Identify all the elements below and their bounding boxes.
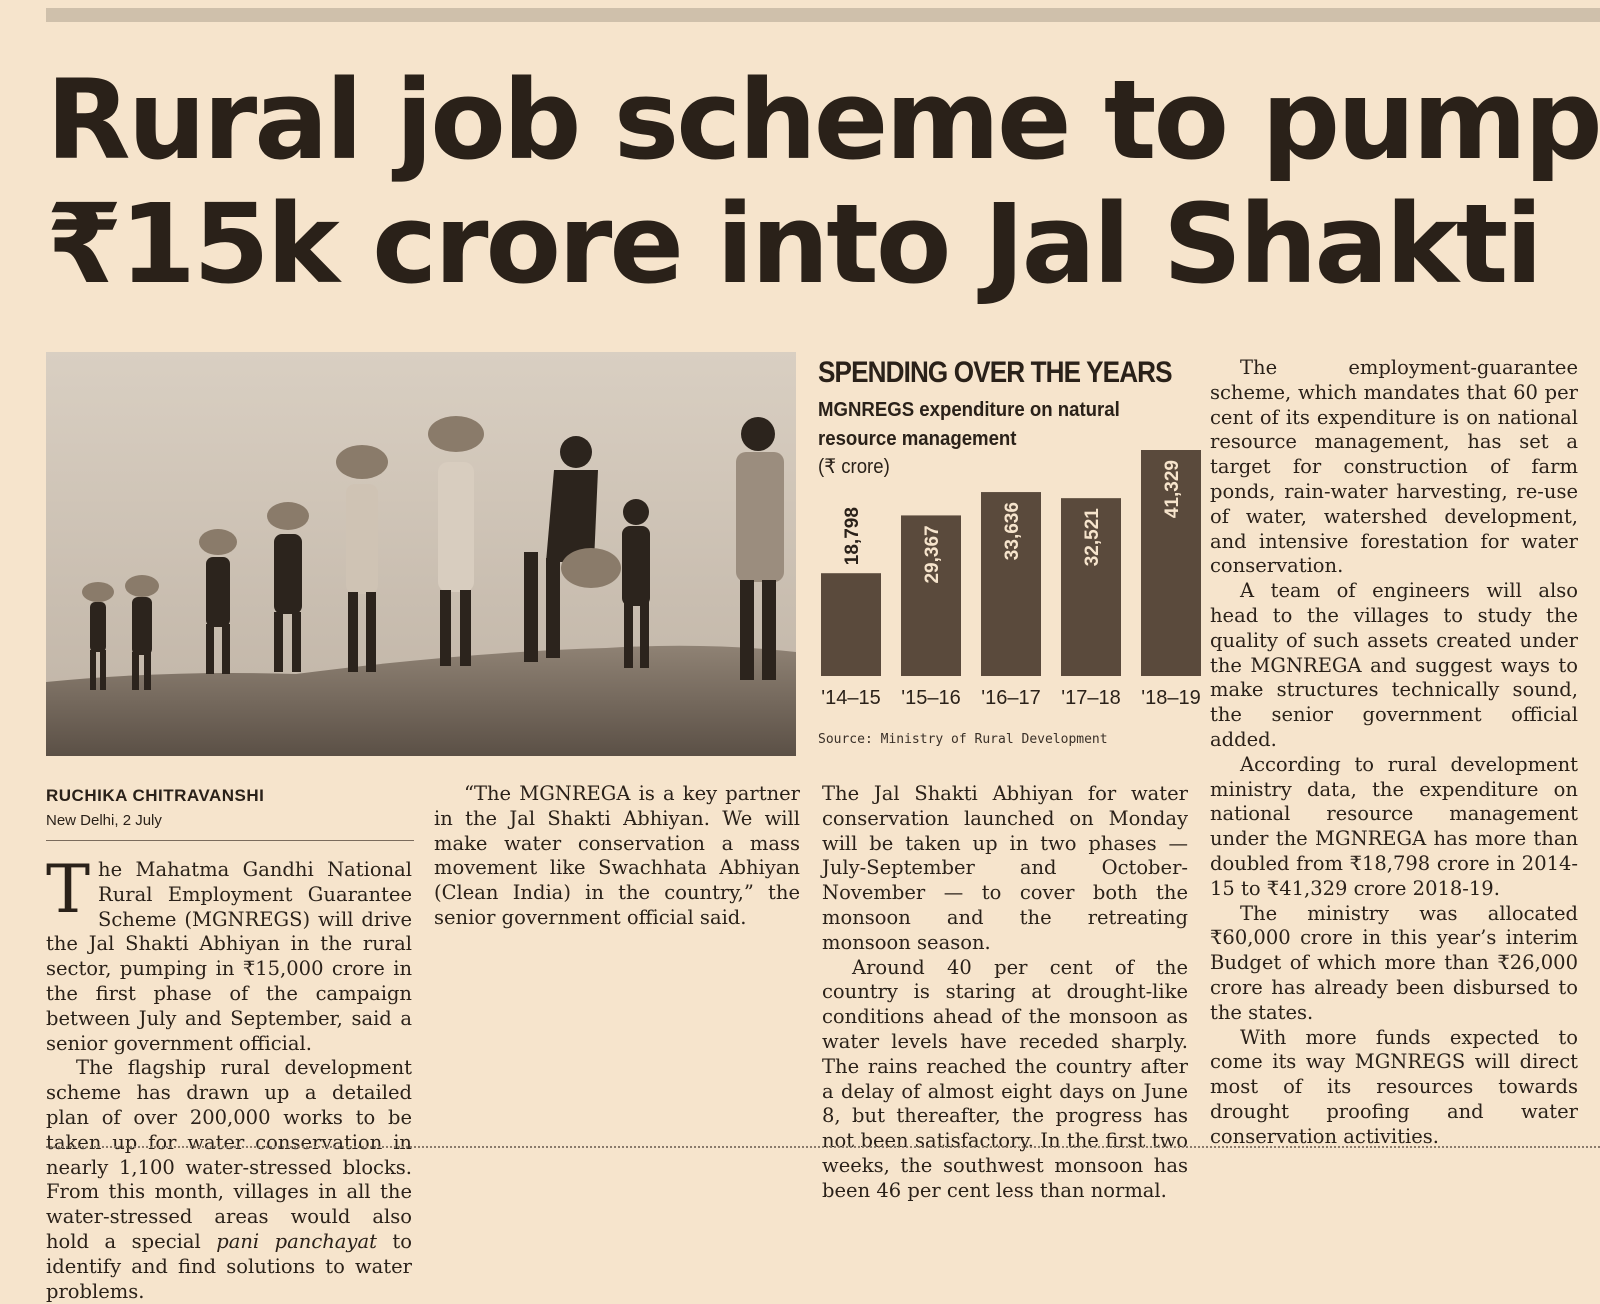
headline <box>46 56 1600 308</box>
bar-value-label: 32,521 <box>1082 508 1103 567</box>
headline-line-1: Rural job scheme to pump <box>46 56 1600 184</box>
category-label: '17–18 <box>1061 687 1121 709</box>
chart-source: Source: Ministry of Rural Development <box>818 732 1108 747</box>
paragraph-2: The flagship rural development scheme has drawn up a detailed plan of over 200,000 works to be taken up for water conservation in nearly 1,100 water-stressed blocks. From this month, villages in all the water-stressed areas would also hold a special pani panchayat to identify and find solutions to water problems. <box>46 1056 412 1303</box>
paragraph-10: With more funds expected to come its way MGNREGS will direct most of its resources towards drought proofing and water conservation activities. <box>1210 1025 1578 1148</box>
bottom-rule <box>46 1146 1600 1148</box>
bar-value-label: 18,798 <box>842 507 863 566</box>
chart-title: SPENDING OVER THE YEARS <box>818 356 1172 389</box>
paragraph-5: Around 40 per cent of the country is staring at drought-like conditions ahead of the monsoon as water levels have receded sharply. The rains reached the country after a delay of almost eight days on June 8, but thereafter, the progress has not been satisfactory. In the first two weeks, the southwest monsoon has been 46 per cent less than normal. <box>822 955 1188 1202</box>
paragraph-7: A team of engineers will also head to the villages to study the quality of such assets created under the MGNREGA and suggest ways to make structures technically sound, the senior government official added. <box>1210 579 1578 751</box>
paragraph-9: The ministry was allocated ₹60,000 crore in this year’s interim Budget of which more than ₹26,000 crore has already been disbursed to the states. <box>1210 901 1578 1024</box>
headline-line-2: ₹15k crore into Jal Shakti <box>46 180 1541 308</box>
paragraph-8: According to rural development ministry data, the expenditure on national resource management under the MGNREGA has more than doubled from ₹18,798 crore in 2014-15 to ₹41,329 crore 2018-19. <box>1210 752 1578 900</box>
byline <box>46 786 264 829</box>
bar-value-label: 33,636 <box>1002 502 1023 561</box>
drop-cap: T <box>46 851 91 928</box>
article-column-2 <box>434 782 800 931</box>
dateline: New Delhi, 2 July <box>46 812 162 829</box>
byline-rule <box>46 840 414 841</box>
paragraph-4: The Jal Shakti Abhiyan for water conservation launched on Monday will be taken up in two phases — July-September and October-November — to cover both the monsoon and the retreating monsoon season. <box>822 782 1188 954</box>
article-column-1 <box>46 851 412 1304</box>
category-label: '15–16 <box>901 687 961 709</box>
category-label: '18–19 <box>1141 687 1201 709</box>
article-column-4 <box>1210 356 1578 1150</box>
category-label: '16–17 <box>981 687 1041 709</box>
paragraph-1: The Mahatma Gandhi National Rural Employment Guarantee Scheme (MGNREGS) will drive the Jal Shakti Abhiyan in the rural sector, pumping in ₹15,000 crore in the first phase of the campaign between July and September, said a senior government official. <box>46 851 412 1055</box>
bar-chart <box>818 352 1201 727</box>
category-label: '14–15 <box>821 687 881 709</box>
bar-value-label: 41,329 <box>1162 460 1183 519</box>
bar-1415 <box>821 573 881 676</box>
bar-value-label: 29,367 <box>922 525 943 584</box>
paragraph-6: The employment-guarantee scheme, which mandates that 60 per cent of its expenditure is on national resource management, has set a target for construction of farm ponds, rain-water harvesting, re-use of water, watershed development, and intensive forestation for water conservation. <box>1210 356 1578 578</box>
chart-unit: (₹ crore) <box>818 456 890 478</box>
italic-term: pani panchayat <box>216 1229 377 1253</box>
author-name: RUCHIKA CHITRAVANSHI <box>46 786 265 805</box>
workers-carrying-baskets-photo <box>46 352 796 756</box>
article-column-3 <box>822 782 1188 1204</box>
news-photo <box>46 352 796 756</box>
chart-subtitle: MGNREGS expenditure on natural resource management <box>818 399 1120 450</box>
spending-chart <box>818 352 1201 757</box>
top-border <box>46 8 1600 22</box>
paragraph-3: “The MGNREGA is a key partner in the Jal Shakti Abhiyan. We will make water conservation a mass movement like Swachhata Abhiyan (Clean India) in the country,” the senior government official said. <box>434 782 800 929</box>
